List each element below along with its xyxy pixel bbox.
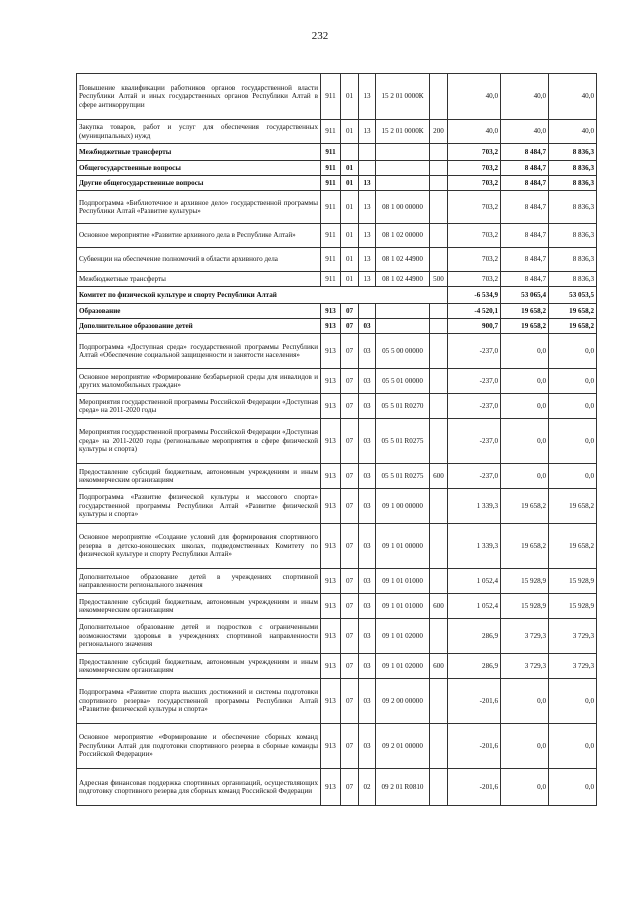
amount-2020: 40,0 [501,120,549,144]
target-article-code: 05 5 01 R0270 [376,394,430,419]
amount-2019: -237,0 [448,419,501,464]
ministry-code: 911 [321,224,341,248]
budget-table [76,73,597,806]
ministry-code: 911 [321,191,341,224]
subsection-code: 13 [359,120,376,144]
target-article-code: 09 1 01 01000 [376,594,430,619]
target-article-code: 09 1 01 01000 [376,569,430,594]
section-code: 07 [341,334,359,369]
row-name: Подпрограмма «Библиотечное и архивное дело» государственной программы Республики Алтай «Развитие культуры» [77,191,321,224]
expense-type-code [430,224,448,248]
table-row [77,248,597,272]
expense-type-code [430,74,448,120]
amount-2021: 8 836,3 [549,224,597,248]
ministry-code: 913 [321,464,341,489]
target-article-code: 09 2 01 R0810 [376,769,430,806]
amount-2020: 15 928,9 [501,594,549,619]
target-article-code: 09 1 01 00000 [376,524,430,569]
expense-type-code: 600 [430,464,448,489]
target-article-code: 09 1 00 00000 [376,489,430,524]
section-code: 07 [341,464,359,489]
subsection-code [359,161,376,176]
row-name: Образование [77,304,321,319]
target-article-code: 15 2 01 0000К [376,120,430,144]
amount-2021: 15 928,9 [549,594,597,619]
row-name: Подпрограмма «Развитие физической культуры и массового спорта» государственной программы Республики Алтай «Развитие физической культуры и спорта» [77,489,321,524]
target-article-code: 15 2 01 0000К [376,74,430,120]
section-code: 01 [341,74,359,120]
amount-2020: 15 928,9 [501,569,549,594]
expense-type-code [430,524,448,569]
amount-2020: 0,0 [501,419,549,464]
amount-2021: 0,0 [549,334,597,369]
row-name: Дополнительное образование детей в учреждениях спортивной направленности регионального значения [77,569,321,594]
ministry-code: 913 [321,594,341,619]
subsection-code: 03 [359,569,376,594]
row-name: Комитет по физической культуре и спорту Республики Алтай [77,287,448,304]
section-code: 07 [341,524,359,569]
expense-type-code [430,489,448,524]
target-article-code: 08 1 02 44900 [376,272,430,287]
section-code: 01 [341,224,359,248]
table-row [77,161,597,176]
expense-type-code: 600 [430,594,448,619]
table-row [77,524,597,569]
amount-2019: 703,2 [448,272,501,287]
ministry-code: 911 [321,144,341,161]
table-row [77,144,597,161]
amount-2020: 8 484,7 [501,191,549,224]
section-code: 07 [341,654,359,679]
row-name: Предоставление субсидий бюджетным, автономным учреждениям и иным некоммерческим организациям [77,594,321,619]
row-name: Межбюджетные трансферты [77,272,321,287]
section-code: 01 [341,176,359,191]
amount-2020: 0,0 [501,724,549,769]
table-row [77,304,597,319]
expense-type-code [430,334,448,369]
amount-2021: 19 658,2 [549,319,597,334]
expense-type-code: 600 [430,654,448,679]
amount-2021: 3 729,3 [549,619,597,654]
ministry-code: 913 [321,334,341,369]
table-row [77,489,597,524]
amount-2021: 8 836,3 [549,161,597,176]
table-row [77,224,597,248]
target-article-code: 05 5 01 R0275 [376,419,430,464]
amount-2019: 40,0 [448,74,501,120]
target-article-code: 09 2 00 00000 [376,679,430,724]
amount-2021: 0,0 [549,394,597,419]
table-row [77,287,597,304]
section-code: 07 [341,769,359,806]
amount-2021: 40,0 [549,120,597,144]
ministry-code: 913 [321,304,341,319]
table-row [77,569,597,594]
table-row [77,619,597,654]
amount-2020: 3 729,3 [501,619,549,654]
section-code: 07 [341,594,359,619]
section-code: 07 [341,679,359,724]
subsection-code: 13 [359,74,376,120]
section-code: 07 [341,369,359,394]
section-code: 07 [341,394,359,419]
amount-2020: 19 658,2 [501,524,549,569]
amount-2021: 8 836,3 [549,248,597,272]
amount-2021: 0,0 [549,419,597,464]
amount-2019: 703,2 [448,161,501,176]
row-name: Повышение квалификации работников органов государственной власти Республики Алтай и иных государственных органов Республики Алтай в сфере антикоррупции [77,74,321,120]
amount-2020: 8 484,7 [501,161,549,176]
subsection-code [359,144,376,161]
subsection-code: 03 [359,419,376,464]
amount-2020: 53 065,4 [501,287,549,304]
subsection-code: 03 [359,679,376,724]
table-row [77,369,597,394]
ministry-code: 911 [321,161,341,176]
ministry-code: 913 [321,769,341,806]
amount-2021: 19 658,2 [549,304,597,319]
section-code: 07 [341,304,359,319]
ministry-code: 913 [321,419,341,464]
row-name: Основное мероприятие «Формирование и обеспечение сборных команд Республики Алтай для подготовки спортивного резерва в сборные команды Российской Федерации» [77,724,321,769]
expense-type-code [430,161,448,176]
expense-type-code [430,419,448,464]
amount-2019: -237,0 [448,464,501,489]
amount-2019: 900,7 [448,319,501,334]
amount-2019: 40,0 [448,120,501,144]
section-code [341,144,359,161]
ministry-code: 913 [321,369,341,394]
amount-2019: 286,9 [448,619,501,654]
amount-2019: -4 520,1 [448,304,501,319]
table-row [77,394,597,419]
table-row [77,679,597,724]
ministry-code: 911 [321,272,341,287]
expense-type-code [430,319,448,334]
row-name: Закупка товаров, работ и услуг для обеспечения государственных (муниципальных) нужд [77,120,321,144]
amount-2019: 1 052,4 [448,569,501,594]
expense-type-code [430,369,448,394]
expense-type-code [430,144,448,161]
row-name: Подпрограмма «Развитие спорта высших достижений и системы подготовки спортивного резерва» государственной программы Республики Алтай «Развитие физической культуры и спорта» [77,679,321,724]
ministry-code: 913 [321,654,341,679]
amount-2021: 40,0 [549,74,597,120]
subsection-code: 03 [359,654,376,679]
target-article-code: 09 2 01 00000 [376,724,430,769]
row-name: Межбюджетные трансферты [77,144,321,161]
ministry-code: 911 [321,248,341,272]
amount-2021: 8 836,3 [549,176,597,191]
subsection-code: 03 [359,489,376,524]
section-code: 07 [341,619,359,654]
amount-2019: 703,2 [448,191,501,224]
subsection-code: 03 [359,524,376,569]
expense-type-code [430,679,448,724]
subsection-code [359,304,376,319]
target-article-code: 09 1 01 02000 [376,654,430,679]
table-row [77,594,597,619]
row-name: Дополнительное образование детей и подростков с ограниченными возможностями здоровья в учреждениях спортивной направленности регионального значения [77,619,321,654]
subsection-code: 03 [359,394,376,419]
target-article-code [376,304,430,319]
section-code: 07 [341,489,359,524]
expense-type-code [430,619,448,654]
table-row [77,419,597,464]
subsection-code: 03 [359,619,376,654]
section-code: 01 [341,120,359,144]
target-article-code [376,319,430,334]
subsection-code: 13 [359,224,376,248]
row-name: Предоставление субсидий бюджетным, автономным учреждениям и иным некоммерческим организациям [77,654,321,679]
expense-type-code [430,304,448,319]
amount-2019: -237,0 [448,394,501,419]
subsection-code: 13 [359,176,376,191]
target-article-code: 08 1 00 00000 [376,191,430,224]
target-article-code [376,161,430,176]
amount-2020: 40,0 [501,74,549,120]
ministry-code: 913 [321,569,341,594]
row-name: Адресная финансовая поддержка спортивных организаций, осуществляющих подготовку спортивного резерва для сборных команд Российской Федерации [77,769,321,806]
amount-2021: 0,0 [549,369,597,394]
amount-2019: 703,2 [448,144,501,161]
amount-2021: 0,0 [549,769,597,806]
amount-2021: 3 729,3 [549,654,597,679]
table-row [77,74,597,120]
subsection-code: 13 [359,191,376,224]
amount-2019: -201,6 [448,724,501,769]
section-code: 07 [341,419,359,464]
table-row [77,191,597,224]
section-code: 07 [341,569,359,594]
row-name: Субвенции на обеспечение полномочий в области архивного дела [77,248,321,272]
row-name: Предоставление субсидий бюджетным, автономным учреждениям и иным некоммерческим организациям [77,464,321,489]
subsection-code: 02 [359,769,376,806]
amount-2020: 0,0 [501,334,549,369]
amount-2021: 15 928,9 [549,569,597,594]
amount-2020: 0,0 [501,369,549,394]
amount-2019: -201,6 [448,769,501,806]
amount-2020: 8 484,7 [501,176,549,191]
amount-2020: 8 484,7 [501,144,549,161]
expense-type-code [430,569,448,594]
amount-2021: 0,0 [549,679,597,724]
target-article-code: 08 1 02 44900 [376,248,430,272]
table-row [77,176,597,191]
expense-type-code [430,176,448,191]
section-code: 07 [341,724,359,769]
ministry-code: 913 [321,394,341,419]
amount-2021: 19 658,2 [549,489,597,524]
amount-2020: 3 729,3 [501,654,549,679]
table-row [77,272,597,287]
table-row [77,724,597,769]
section-code: 01 [341,191,359,224]
amount-2020: 8 484,7 [501,248,549,272]
subsection-code: 13 [359,248,376,272]
amount-2021: 8 836,3 [549,191,597,224]
target-article-code: 05 5 01 00000 [376,369,430,394]
amount-2021: 0,0 [549,724,597,769]
subsection-code: 03 [359,334,376,369]
amount-2019: -201,6 [448,679,501,724]
row-name: Подпрограмма «Доступная среда» государственной программы Республики Алтай «Обеспечение социальной защищенности и занятости населения» [77,334,321,369]
target-article-code: 09 1 01 02000 [376,619,430,654]
ministry-code: 911 [321,74,341,120]
row-name: Мероприятия государственной программы Российской Федерации «Доступная среда» на 2011-2020 годы (региональные мероприятия в сфере физической культуры и спорта) [77,419,321,464]
amount-2019: 703,2 [448,224,501,248]
amount-2020: 8 484,7 [501,224,549,248]
row-name: Мероприятия государственной программы Российской Федерации «Доступная среда» на 2011-2020 годы [77,394,321,419]
table-row [77,654,597,679]
table-row [77,120,597,144]
expense-type-code [430,769,448,806]
amount-2020: 8 484,7 [501,272,549,287]
subsection-code: 03 [359,464,376,489]
row-name: Дополнительное образование детей [77,319,321,334]
target-article-code: 05 5 01 R0275 [376,464,430,489]
amount-2019: 703,2 [448,248,501,272]
row-name: Другие общегосударственные вопросы [77,176,321,191]
target-article-code [376,176,430,191]
amount-2019: 286,9 [448,654,501,679]
subsection-code: 03 [359,319,376,334]
row-name: Общегосударственные вопросы [77,161,321,176]
row-name: Основное мероприятие «Формирование безбарьерной среды для инвалидов и других маломобильных граждан» [77,369,321,394]
ministry-code: 913 [321,524,341,569]
amount-2020: 0,0 [501,394,549,419]
expense-type-code: 500 [430,272,448,287]
subsection-code: 03 [359,369,376,394]
ministry-code: 911 [321,176,341,191]
subsection-code: 13 [359,272,376,287]
target-article-code: 05 5 00 00000 [376,334,430,369]
amount-2021: 19 658,2 [549,524,597,569]
amount-2020: 19 658,2 [501,319,549,334]
expense-type-code [430,394,448,419]
expense-type-code [430,191,448,224]
amount-2019: -237,0 [448,369,501,394]
ministry-code: 913 [321,724,341,769]
amount-2020: 0,0 [501,769,549,806]
section-code: 01 [341,161,359,176]
amount-2020: 0,0 [501,464,549,489]
table-row [77,464,597,489]
ministry-code: 913 [321,619,341,654]
amount-2021: 0,0 [549,464,597,489]
expense-type-code: 200 [430,120,448,144]
amount-2021: 8 836,3 [549,144,597,161]
amount-2019: -6 534,9 [448,287,501,304]
amount-2020: 19 658,2 [501,304,549,319]
table-row [77,769,597,806]
subsection-code: 03 [359,594,376,619]
section-code: 01 [341,272,359,287]
target-article-code [376,144,430,161]
amount-2021: 8 836,3 [549,272,597,287]
subsection-code: 03 [359,724,376,769]
amount-2019: 1 339,3 [448,489,501,524]
amount-2020: 0,0 [501,679,549,724]
row-name: Основное мероприятие «Создание условий для формирования спортивного резерва в детско-юношеских школах, подведомственных Комитету по физической культуре и спорту Республики Алтай» [77,524,321,569]
ministry-code: 913 [321,489,341,524]
row-name: Основное мероприятие «Развитие архивного дела в Республике Алтай» [77,224,321,248]
amount-2021: 53 053,5 [549,287,597,304]
amount-2020: 19 658,2 [501,489,549,524]
ministry-code: 913 [321,679,341,724]
amount-2019: 1 339,3 [448,524,501,569]
page-number: 232 [311,30,329,42]
table-row [77,319,597,334]
amount-2019: 1 052,4 [448,594,501,619]
expense-type-code [430,724,448,769]
section-code: 01 [341,248,359,272]
ministry-code: 913 [321,319,341,334]
ministry-code: 911 [321,120,341,144]
target-article-code: 08 1 02 00000 [376,224,430,248]
amount-2019: -237,0 [448,334,501,369]
amount-2019: 703,2 [448,176,501,191]
expense-type-code [430,248,448,272]
section-code: 07 [341,319,359,334]
table-row [77,334,597,369]
budget-table-body [77,74,597,806]
